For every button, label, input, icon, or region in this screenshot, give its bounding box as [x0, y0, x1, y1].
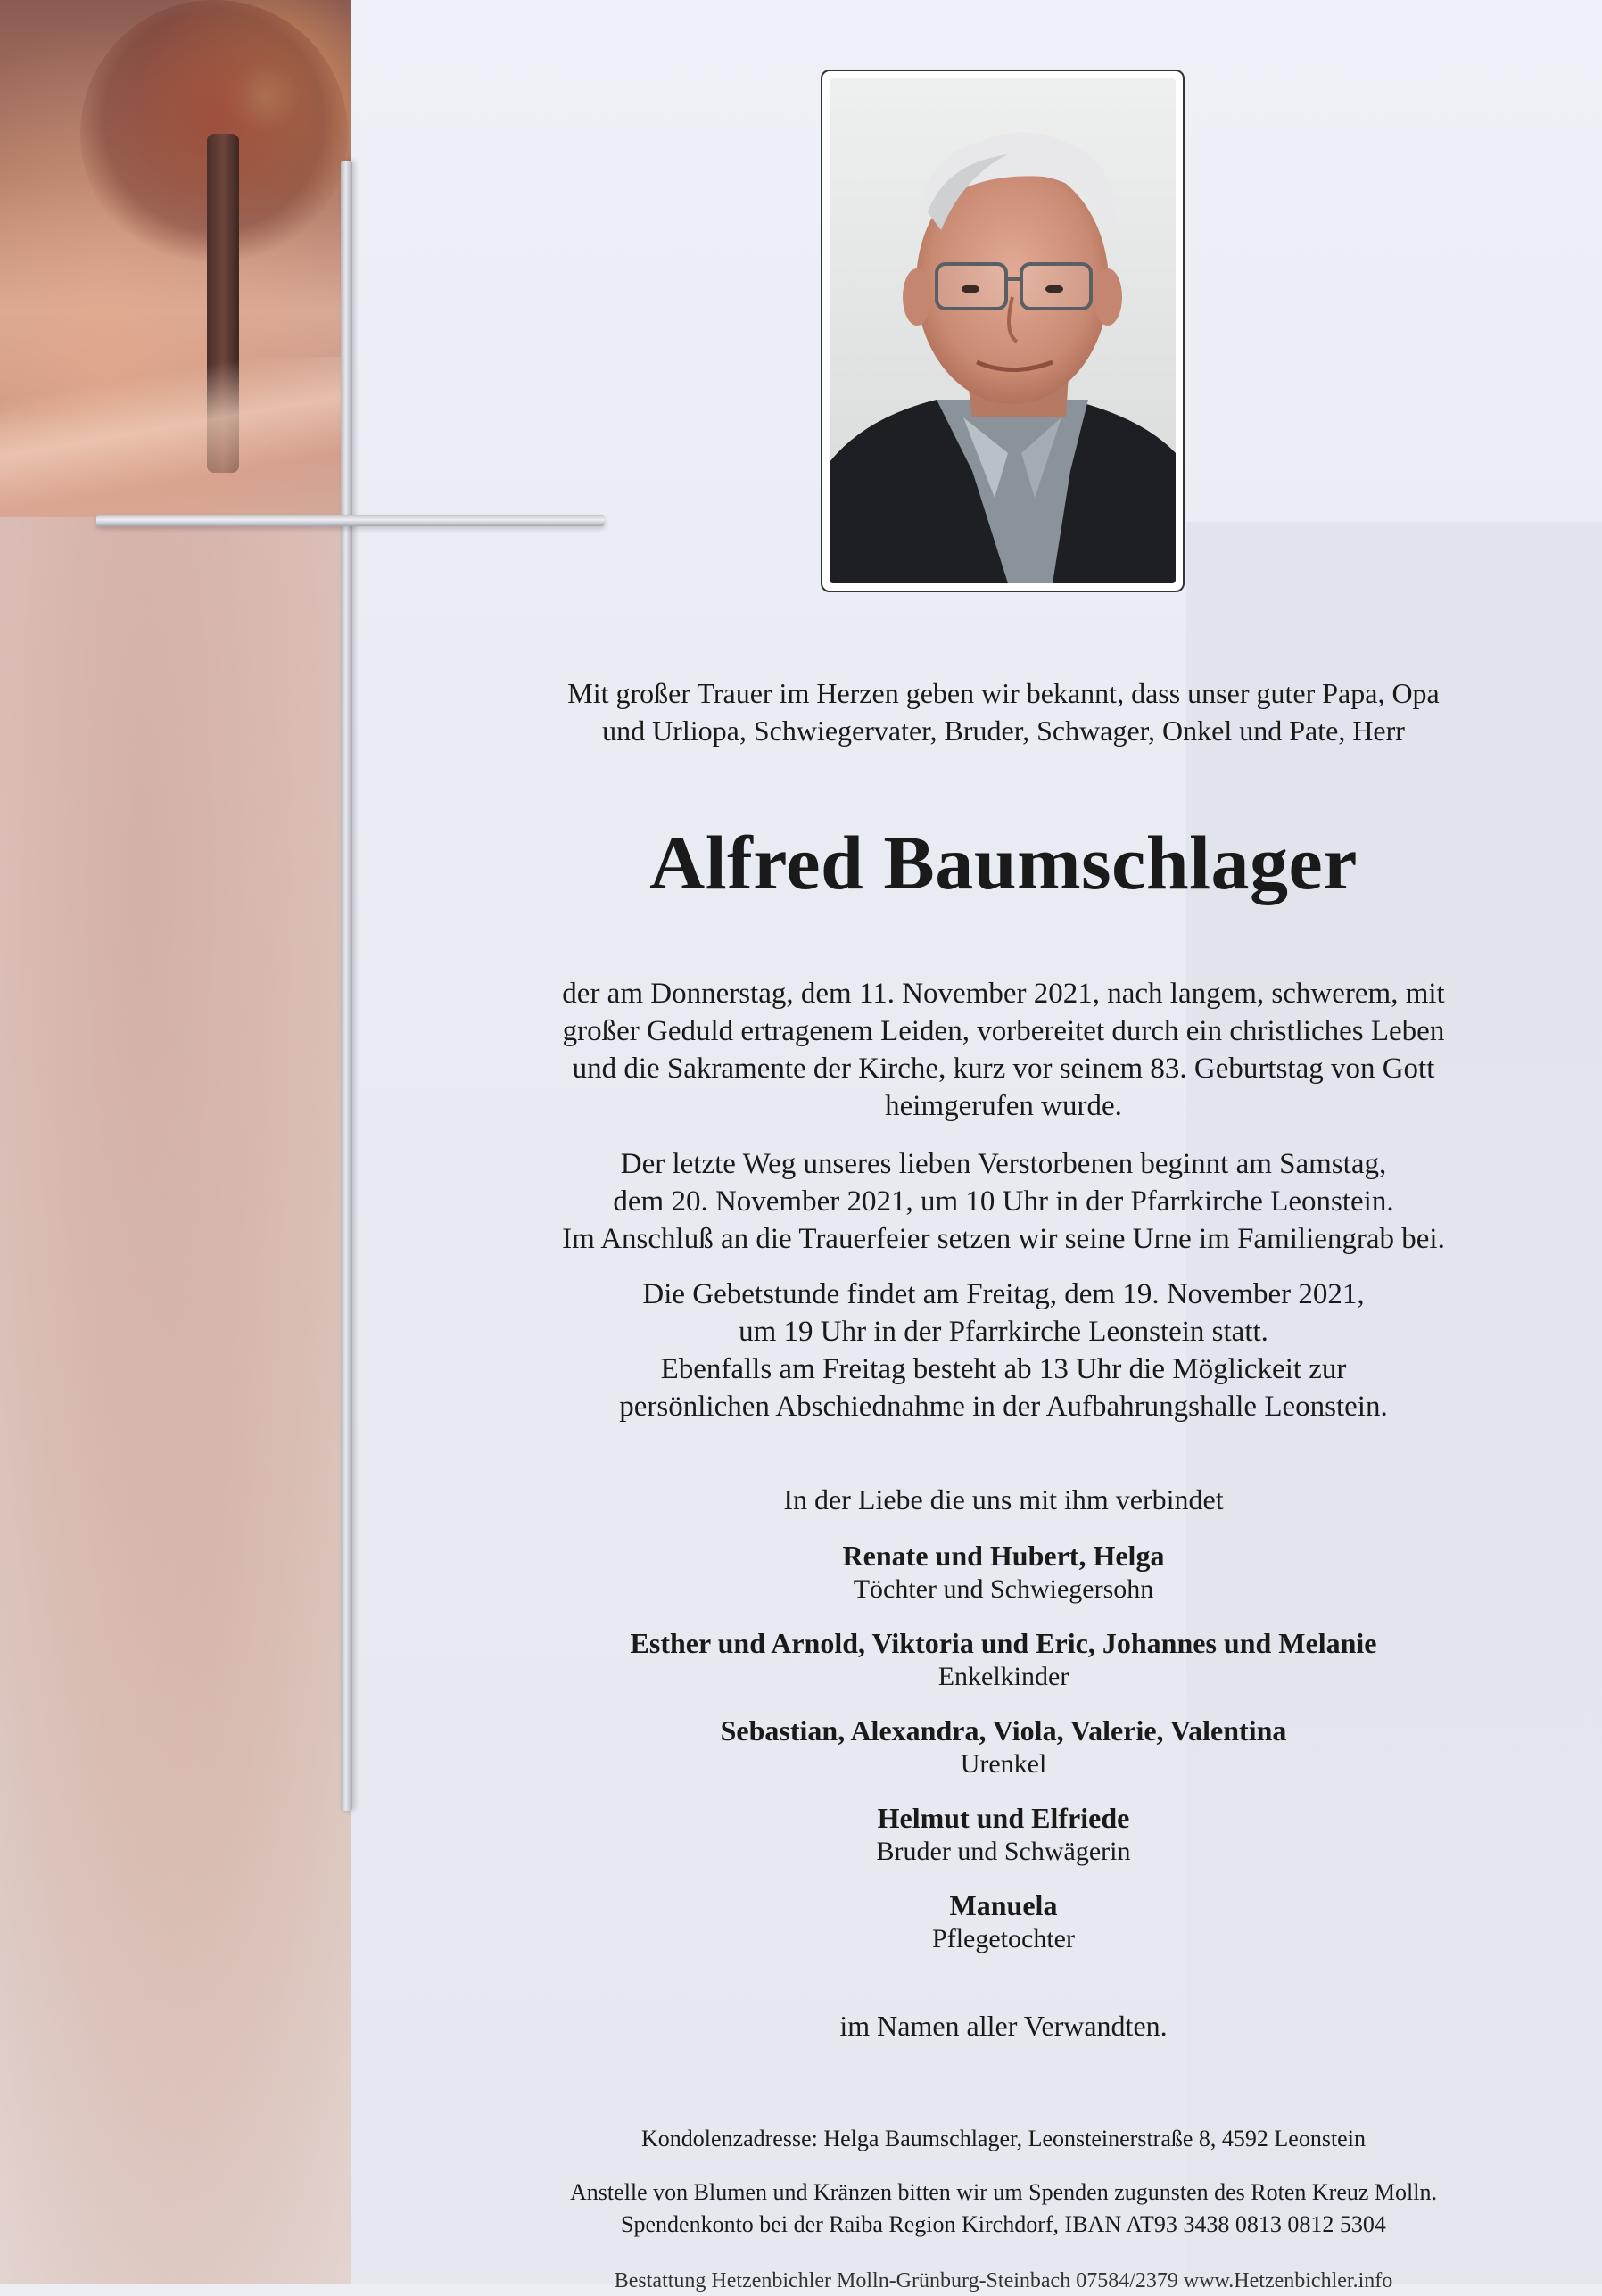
family-relation: Pflegetochter	[932, 1924, 1075, 1953]
intro-text	[500, 674, 1507, 749]
family-relation: Töchter und Schwiegersohn	[853, 1574, 1154, 1604]
family-relation: Enkelkinder	[937, 1662, 1069, 1691]
paragraph-line: dem 20. November 2021, um 10 Uhr in der Pfarrkirche Leonstein.	[613, 1185, 1394, 1218]
side-decor-strip	[0, 0, 351, 2284]
family-names: Manuela	[949, 1889, 1058, 1921]
intro-line: und Urliopa, Schwiegervater, Bruder, Schwager, Onkel und Pate, Herr	[602, 714, 1405, 747]
donation-account: Spendenkonto bei der Raiba Region Kirchdorf, IBAN AT93 3438 0813 0812 5304	[621, 2211, 1386, 2237]
paragraph-line: Der letzte Weg unseres lieben Verstorbenen beginnt am Samstag,	[620, 1148, 1387, 1180]
funeral-home-footer: Bestattung Hetzenbichler Molln-Grünburg-Steinbach 07584/2379 www.Hetzenbichler.info	[614, 2269, 1393, 2292]
autumn-tree-image	[0, 0, 351, 517]
paragraph-line: Im Anschluß an die Trauerfeier setzen wir seine Urne im Familiengrab bei.	[562, 1223, 1445, 1255]
paragraph-line: der am Donnerstag, dem 11. November 2021, nach langem, schwerem, mit	[562, 978, 1445, 1010]
family-names: Esther und Arnold, Viktoria und Eric, Johannes und Melanie	[630, 1627, 1377, 1659]
family-group	[500, 1538, 1507, 1606]
family-group	[500, 1800, 1507, 1868]
family-names: Helmut und Elfriede	[877, 1802, 1130, 1834]
misty-background	[0, 517, 351, 2284]
intro-line: Mit großer Trauer im Herzen geben wir bekannt, dass unser guter Papa, Opa	[567, 677, 1440, 709]
paragraph-line: um 19 Uhr in der Pfarrkirche Leonstein statt.	[739, 1316, 1268, 1348]
portrait-illustration	[830, 78, 1176, 583]
family-names: Sebastian, Alexandra, Viola, Valerie, Valentina	[720, 1714, 1287, 1747]
death-announcement-paragraph	[500, 975, 1507, 1125]
prayer-paragraph	[500, 1276, 1507, 1425]
park-path	[0, 357, 351, 517]
family-group	[500, 1625, 1507, 1693]
paragraph-line: persönlichen Abschiednahme in der Aufbahrungshalle Leonstein.	[619, 1391, 1388, 1423]
family-relation: Urenkel	[960, 1749, 1047, 1779]
donation-line: Anstelle von Blumen und Kränzen bitten wir um Spenden zugunsten des Roten Kreuz Molln.	[570, 2179, 1437, 2205]
family-group	[500, 1887, 1507, 1955]
donation-info	[500, 2176, 1507, 2241]
funeral-paragraph	[500, 1145, 1507, 1258]
portrait-photo	[830, 78, 1176, 583]
family-relation: Bruder und Schwägerin	[876, 1837, 1131, 1866]
liebe-line: In der Liebe die uns mit ihm verbindet	[783, 1483, 1224, 1516]
paragraph-line: heimgerufen wurde.	[885, 1090, 1122, 1122]
paragraph-line: großer Geduld ertragenem Leiden, vorbereitet durch ein christliches Leben	[562, 1015, 1445, 1047]
family-list	[500, 1538, 1507, 1975]
paragraph-line: Die Gebetstunde findet am Freitag, dem 19. November 2021,	[642, 1278, 1365, 1310]
deceased-name: Alfred Baumschlager	[649, 820, 1358, 905]
paragraph-line: und die Sakramente der Kirche, kurz vor seinem 83. Geburtstag von Gott	[572, 1053, 1435, 1085]
family-names: Renate und Hubert, Helga	[842, 1540, 1165, 1572]
portrait-frame	[821, 70, 1185, 592]
cross-vertical-beam	[341, 161, 352, 1811]
paragraph-line: Ebenfalls am Freitag besteht ab 13 Uhr die Möglickeit zur	[660, 1353, 1347, 1385]
closing-line: im Namen aller Verwandten.	[839, 2010, 1168, 2042]
cross-horizontal-beam	[96, 515, 605, 526]
family-group	[500, 1713, 1507, 1780]
condolence-address: Kondolenzadresse: Helga Baumschlager, Leonsteinerstraße 8, 4592 Leonstein	[641, 2126, 1366, 2151]
